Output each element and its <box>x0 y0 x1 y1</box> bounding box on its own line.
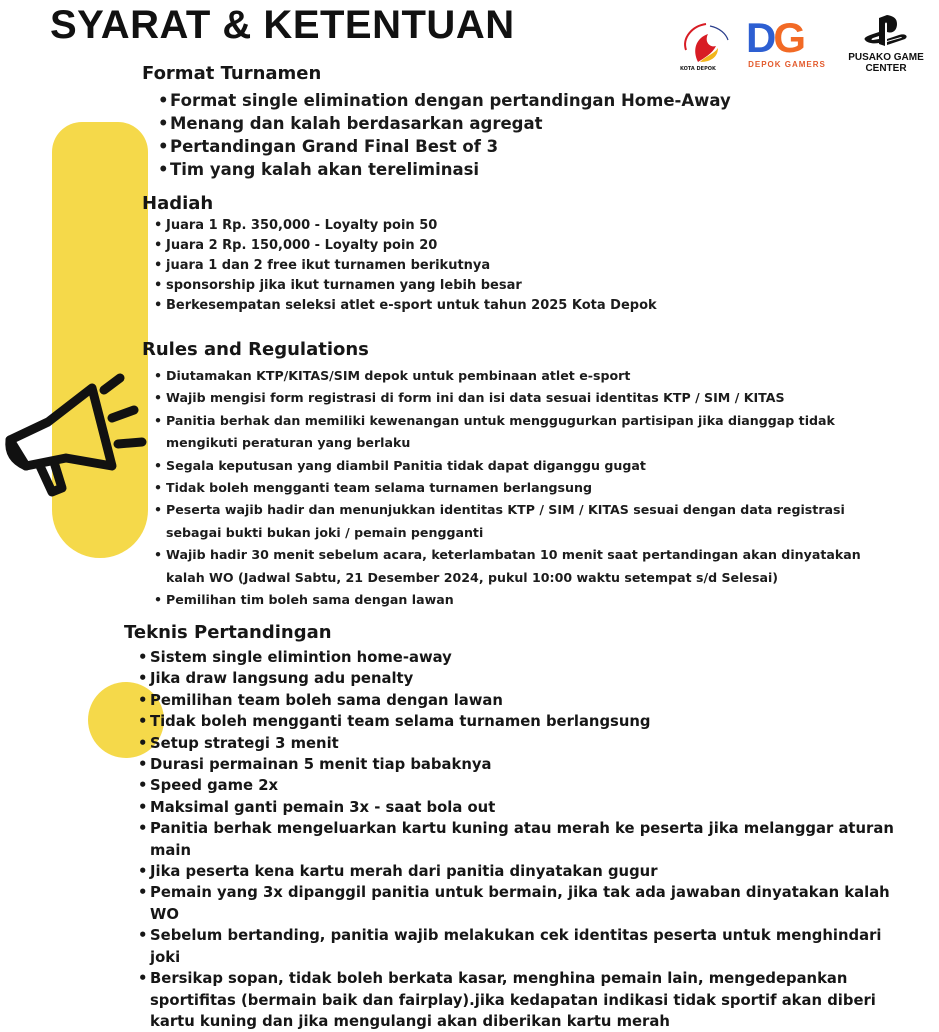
list-item-text: Segala keputusan yang diambil Panitia tidak dapat diganggu gugat <box>166 457 646 473</box>
depok-gamers-letters: DG <box>746 14 804 61</box>
list-item-text: Berkesempatan seleksi atlet e-sport untuk tahun 2025 Kota Depok <box>166 298 657 313</box>
list-item: • Sebelum bertanding, panitia wajib melakukan cek identitas peserta untuk menghindari joki <box>138 927 882 966</box>
kota-depok-caption: KOTA DEPOK <box>680 66 716 72</box>
list-item-text: Sistem single elimintion home-away <box>150 649 452 666</box>
hadiah-list <box>154 216 657 316</box>
list-item-text: Menang dan kalah berdasarkan agregat <box>170 114 543 133</box>
rules-section-title: Rules and Regulations <box>142 339 369 360</box>
list-item-text-cont: main <box>150 841 192 859</box>
list-item: • Pemain yang 3x dipanggil panitia untuk bermain, jika tak ada jawaban dinyatakan kalah WO <box>138 884 890 923</box>
list-item: • Wajib hadir 30 menit sebelum acara, keterlambatan 10 menit saat pertandingan akan dinyatakan kalah WO (Jadwal Sabtu, 21 Desember 2024, pukul 10:00 waktu setempat s/d Selesai) <box>154 547 861 585</box>
depok-gamers-subtitle: DEPOK GAMERS <box>748 60 826 69</box>
list-item: • Speed game 2x <box>138 777 279 795</box>
list-item-text: Maksimal ganti pemain 3x - saat bola out <box>150 798 496 816</box>
list-item-text-cont: kartu kuning dan jika mengulangi akan diberikan kartu merah <box>150 1012 670 1030</box>
list-item-text-cont: mengikuti peraturan yang berlaku <box>166 435 411 451</box>
pusako-game-center-logo <box>836 14 936 80</box>
list-item: • Berkesempatan seleksi atlet e-sport untuk tahun 2025 Kota Depok <box>154 298 657 313</box>
list-item: • juara 1 dan 2 free ikut turnamen berikutnya <box>154 258 491 273</box>
list-item-text: Speed game 2x <box>150 777 279 795</box>
teknis-list <box>138 647 894 1032</box>
list-item: • Durasi permainan 5 menit tiap babaknya <box>138 756 492 774</box>
list-item: • Pemilihan tim boleh sama dengan lawan <box>154 592 454 608</box>
kota-depok-logo <box>670 18 738 74</box>
list-item: • Juara 2 Rp. 150,000 - Loyalty poin 20 <box>154 238 438 253</box>
list-item: • Pemilihan team boleh sama dengan lawan <box>138 691 503 709</box>
list-item-text: Format single elimination dengan pertandingan Home-Away <box>170 91 731 110</box>
list-item: • Maksimal ganti pemain 3x - saat bola out <box>138 798 496 816</box>
list-item-text: Sebelum bertanding, panitia wajib melakukan cek identitas peserta untuk menghindari <box>150 927 882 945</box>
list-item: • Pertandingan Grand Final Best of 3 <box>158 137 499 156</box>
list-item-text: Wajib hadir 30 menit sebelum acara, keterlambatan 10 menit saat pertandingan akan dinyatakan <box>166 547 861 563</box>
list-item: • Wajib mengisi form registrasi di form ini dan isi data sesuai identitas KTP / SIM / KITAS <box>154 390 785 406</box>
list-item-text: Pertandingan Grand Final Best of 3 <box>170 137 499 156</box>
list-item: • Panitia berhak mengeluarkan kartu kuning atau merah ke peserta jika melanggar aturan main <box>138 820 894 859</box>
playstation-icon <box>861 14 911 48</box>
list-item-text: Jika peserta kena kartu merah dari panitia dinyatakan gugur <box>150 863 658 881</box>
list-item-text: Bersikap sopan, tidak boleh berkata kasar, menghina pemain lain, mengedepankan <box>150 970 848 988</box>
list-item-text-cont: joki <box>150 948 181 966</box>
list-item: • Setup strategi 3 menit <box>138 734 339 752</box>
list-item: • Diutamakan KTP/KITAS/SIM depok untuk pembinaan atlet e-sport <box>154 368 631 383</box>
list-item-text: Pemain yang 3x dipanggil panitia untuk bermain, jika tak ada jawaban dinyatakan kalah <box>150 884 890 902</box>
list-item: • Panitia berhak dan memiliki kewenangan untuk menggugurkan partisipan jika dianggap tidak mengikuti peraturan yang berlaku <box>154 412 835 451</box>
list-item-text: Jika draw langsung adu penalty <box>150 670 414 688</box>
list-item-text: Wajib mengisi form registrasi di form ini dan isi data sesuai identitas KTP / SIM / KITAS <box>166 390 785 406</box>
list-item: • Tidak boleh mengganti team selama turnamen berlangsung <box>138 713 651 731</box>
list-item: • Bersikap sopan, tidak boleh berkata kasar, menghina pemain lain, mengedepankan sportifitas (bermain baik dan fairplay).jika kedapatan indikasi tidak sportif akan diberi kartu kuning dan jika mengulangi akan diberikan kartu merah <box>138 970 876 1030</box>
list-item-text-cont: sebagai bukti bukan joki / pemain pengganti <box>166 524 484 540</box>
list-item: • Segala keputusan yang diambil Panitia tidak dapat diganggu gugat <box>154 457 646 473</box>
list-item-text: Juara 2 Rp. 150,000 - Loyalty poin 20 <box>166 238 438 253</box>
depok-gamers-logo <box>744 14 830 70</box>
list-item-text: Setup strategi 3 menit <box>150 734 339 752</box>
rules-list <box>154 365 861 611</box>
list-item-text-cont: sportifitas (bermain baik dan fairplay).jika kedapatan indikasi tidak sportif akan diberi <box>150 991 876 1009</box>
list-item: • Tidak boleh mengganti team selama turnamen berlangsung <box>154 480 593 496</box>
pusako-label-line2: CENTER <box>865 63 907 74</box>
megaphone-icon <box>0 370 150 510</box>
list-item: • Jika peserta kena kartu merah dari panitia dinyatakan gugur <box>138 863 658 881</box>
list-item-text: Peserta wajib hadir dan menunjukkan identitas KTP / SIM / KITAS sesuai dengan data registrasi <box>166 502 845 518</box>
list-item-text: Diutamakan KTP/KITAS/SIM depok untuk pembinaan atlet e-sport <box>166 368 631 383</box>
list-item-text: Tidak boleh mengganti team selama turnamen berlangsung <box>150 713 651 731</box>
list-item-text: Pemilihan team boleh sama dengan lawan <box>150 691 503 709</box>
list-item: • Jika draw langsung adu penalty <box>138 670 414 688</box>
list-item: • Peserta wajib hadir dan menunjukkan identitas KTP / SIM / KITAS sesuai dengan data registrasi sebagai bukti bukan joki / pemain pengganti <box>154 502 845 540</box>
pusako-label-line1: PUSAKO GAME <box>848 52 924 63</box>
list-item-text: Durasi permainan 5 menit tiap babaknya <box>150 756 492 774</box>
list-item: • Sistem single elimintion home-away <box>138 649 452 666</box>
list-item: • Menang dan kalah berdasarkan agregat <box>158 114 543 133</box>
list-item: • sponsorship jika ikut turnamen yang lebih besar <box>154 278 522 293</box>
list-item-text: Juara 1 Rp. 350,000 - Loyalty poin 50 <box>166 218 438 233</box>
list-item-text: sponsorship jika ikut turnamen yang lebih besar <box>166 278 522 293</box>
list-item: • Tim yang kalah akan tereliminasi <box>158 160 480 179</box>
list-item-text: Panitia berhak dan memiliki kewenangan untuk menggugurkan partisipan jika dianggap tidak <box>166 412 835 428</box>
list-item-text: Tim yang kalah akan tereliminasi <box>170 160 480 179</box>
list-item-text-cont: WO <box>150 905 179 923</box>
format-list <box>158 89 731 181</box>
page-title: SYARAT & KETENTUAN <box>50 3 515 47</box>
list-item: • Format single elimination dengan pertandingan Home-Away <box>158 91 731 110</box>
list-item-text: juara 1 dan 2 free ikut turnamen berikutnya <box>166 258 491 273</box>
teknis-section-title: Teknis Pertandingan <box>124 622 332 643</box>
hadiah-section-title: Hadiah <box>142 193 214 214</box>
list-item-text-cont: kalah WO (Jadwal Sabtu, 21 Desember 2024, pukul 10:00 waktu setempat s/d Selesai) <box>166 569 779 585</box>
format-section-title: Format Turnamen <box>142 63 322 84</box>
list-item-text: Pemilihan tim boleh sama dengan lawan <box>166 592 454 608</box>
list-item-text: Tidak boleh mengganti team selama turnamen berlangsung <box>166 480 593 496</box>
list-item: • Juara 1 Rp. 350,000 - Loyalty poin 50 <box>154 218 438 233</box>
list-item-text: Panitia berhak mengeluarkan kartu kuning atau merah ke peserta jika melanggar aturan <box>150 820 894 838</box>
